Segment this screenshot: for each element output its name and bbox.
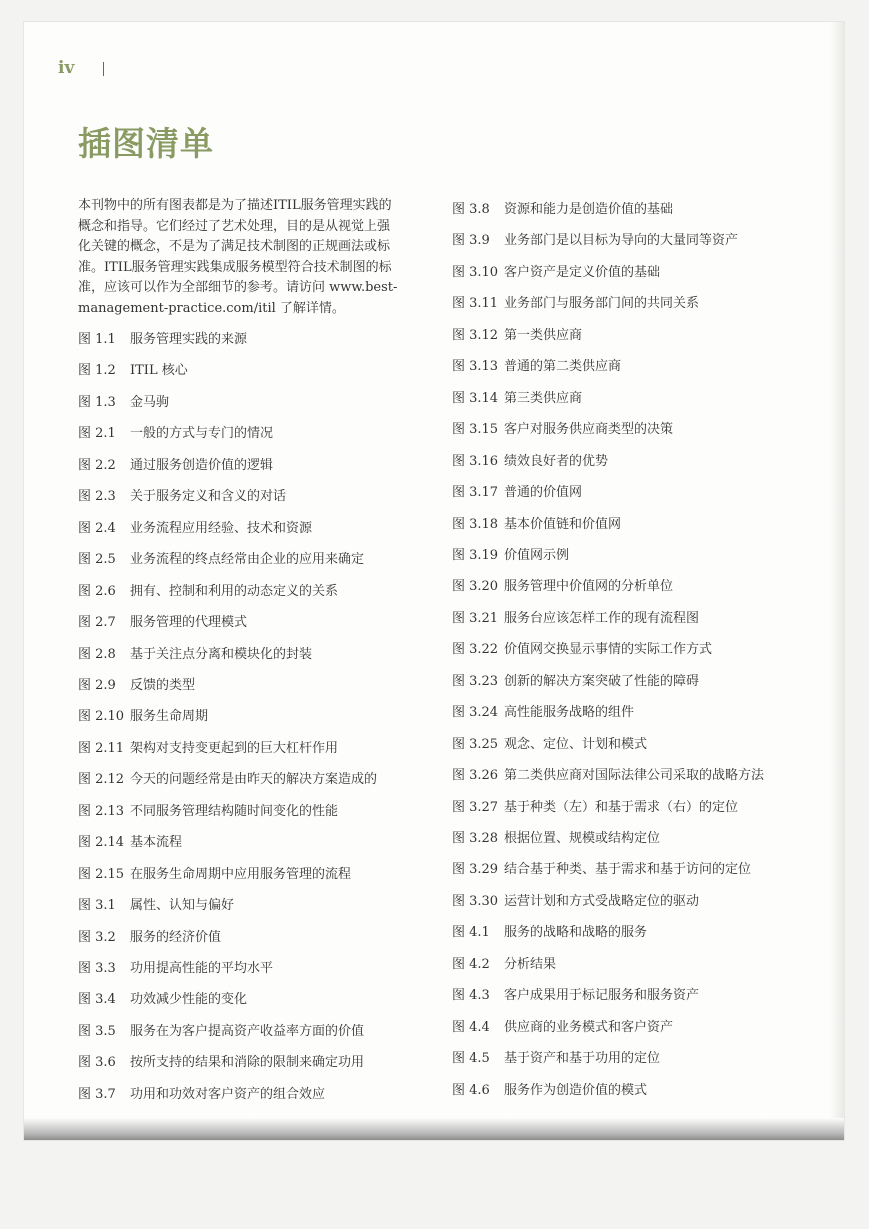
figure-title: 功用提高性能的平均水平 (130, 961, 274, 976)
figure-title: 服务作为创造价值的模式 (504, 1082, 648, 1098)
figure-number: 图 4.6 (452, 1082, 490, 1098)
figure-title: ITIL 核心 (130, 363, 188, 379)
figure-number: 图 3.22 (452, 642, 499, 658)
figure-title: 金马驹 (130, 394, 170, 410)
figure-number: 图 1.1 (78, 332, 116, 347)
figure-title: 绩效良好者的优势 (504, 453, 609, 469)
figure-title: 普通的第二类供应商 (504, 359, 622, 375)
figure-list-entry (452, 984, 699, 1003)
figure-number: 图 4.4 (452, 1019, 490, 1035)
figure-title: 按所支持的结果和消除的限制来确定功用 (130, 1055, 365, 1071)
figure-title: 根据位置、规模或结构定位 (504, 831, 661, 846)
figure-list-entry (452, 607, 699, 626)
figure-title: 服务管理中价值网的分析单位 (504, 579, 674, 595)
figure-number: 图 3.3 (78, 961, 116, 976)
figure-list-entry (452, 796, 738, 815)
figure-title: 服务管理的代理模式 (130, 615, 248, 631)
figure-list-entry (78, 517, 312, 536)
figure-title: 一般的方式与专门的情况 (130, 426, 274, 442)
figure-list-entry (78, 894, 234, 913)
figure-number: 图 3.10 (452, 264, 499, 280)
figure-list-entry (78, 957, 273, 976)
figure-list-entry (78, 1083, 325, 1102)
figure-list-entry (452, 229, 738, 248)
figure-number: 图 3.11 (452, 296, 499, 312)
figure-list-entry (452, 858, 751, 877)
figure-number: 图 1.2 (78, 363, 116, 379)
figure-title: 业务部门是以目标为导向的大量同等资产 (504, 233, 739, 249)
figure-list-entry (452, 827, 660, 846)
figure-list-entry (452, 1079, 647, 1098)
figure-number: 图 3.6 (78, 1055, 116, 1071)
figure-number: 图 3.9 (452, 233, 490, 249)
figure-title: 功用和功效对客户资产的组合效应 (130, 1086, 326, 1102)
figure-number: 图 3.18 (452, 516, 499, 532)
figure-number: 图 3.26 (452, 768, 499, 784)
intro-line: 准。ITIL服务管理实践集成服务模型符合技术制图的标 (78, 259, 392, 275)
figure-list-entry (78, 737, 338, 756)
intro-line: 本刊物中的所有图表都是为了描述ITIL服务管理实践的 (78, 198, 392, 213)
figure-list-entry (452, 890, 699, 909)
figure-number: 图 3.25 (452, 736, 499, 752)
figure-number: 图 2.4 (78, 520, 116, 536)
figure-title: 服务管理实践的来源 (130, 332, 248, 347)
figure-number: 图 3.24 (452, 705, 499, 721)
figure-number: 图 2.14 (78, 835, 125, 851)
figure-list-entry (452, 638, 712, 657)
figure-list-entry (78, 988, 247, 1007)
figure-list-entry (452, 1047, 660, 1066)
figure-list-entry (452, 324, 582, 343)
page-bottom-shadow (24, 1118, 844, 1140)
figure-title: 客户成果用于标记服务和服务资产 (504, 988, 700, 1004)
figure-title: 创新的解决方案突破了性能的障碍 (504, 673, 700, 689)
page-title: 插图清单 (78, 124, 214, 163)
figure-list-entry (78, 1020, 364, 1039)
figure-number: 图 2.13 (78, 803, 125, 819)
figure-list-entry (452, 481, 582, 500)
figure-list-entry (78, 643, 312, 662)
figure-number: 图 3.27 (452, 799, 499, 815)
figure-title: 功效减少性能的变化 (130, 992, 248, 1008)
page-number: iv (58, 58, 75, 78)
figure-number: 图 2.12 (78, 772, 125, 788)
figure-number: 图 3.20 (452, 579, 499, 595)
figure-title: 第二类供应商对国际法律公司采取的战略方法 (504, 768, 765, 784)
figure-title: 服务的战略和战略的服务 (504, 925, 648, 941)
figure-list-entry (78, 611, 247, 630)
figure-title: 资源和能力是创造价值的基础 (504, 202, 674, 217)
intro-line: 概念和指导。它们经过了艺术处理，目的是从视觉上强 (78, 218, 391, 234)
figure-list-entry (78, 674, 195, 693)
figure-title: 基本价值链和价值网 (504, 516, 622, 532)
figure-number: 图 4.3 (452, 988, 490, 1004)
figure-title: 第三类供应商 (504, 390, 583, 406)
figure-title: 反馈的类型 (130, 677, 196, 693)
figure-title: 关于服务定义和含义的对话 (130, 489, 287, 505)
figure-number: 图 4.2 (452, 956, 490, 972)
figure-list-entry (452, 355, 621, 374)
figure-list-entry (452, 198, 673, 217)
figure-number: 图 3.12 (452, 327, 499, 343)
figure-list-entry (78, 359, 188, 378)
figure-number: 图 3.28 (452, 831, 499, 846)
figure-number: 图 3.30 (452, 893, 499, 909)
page-edge-shadow (830, 22, 844, 1140)
figure-list-entry (78, 1051, 364, 1070)
figure-list-entry (78, 328, 247, 347)
figure-title: 分析结果 (504, 956, 557, 972)
figure-number: 图 3.2 (78, 929, 116, 945)
figure-title: 业务部门与服务部门间的共同关系 (504, 296, 700, 312)
intro-line: 化关键的概念，不是为了满足技术制图的正规画法或标 (78, 239, 391, 254)
figure-number: 图 3.8 (452, 202, 490, 217)
figure-title: 观念、定位、计划和模式 (504, 736, 648, 752)
figure-list-entry (452, 292, 699, 311)
figure-title: 通过服务创造价值的逻辑 (130, 457, 274, 473)
intro-line: management-practice.com/itil 了解详情。 (78, 300, 345, 316)
figure-list-entry (452, 1016, 673, 1035)
figure-title: 今天的问题经常是由昨天的解决方案造成的 (130, 772, 378, 788)
figure-number: 图 3.1 (78, 898, 116, 914)
figure-number: 图 2.9 (78, 677, 116, 693)
figure-title: 服务的经济价值 (130, 929, 222, 945)
figure-title: 属性、认知与偏好 (130, 898, 235, 914)
figure-number: 图 3.4 (78, 992, 116, 1008)
figure-title: 结合基于种类、基于需求和基于访问的定位 (504, 862, 752, 878)
figure-list-entry (452, 450, 608, 469)
figure-list-entry (78, 422, 273, 441)
header-divider (103, 62, 104, 76)
figure-number: 图 2.6 (78, 583, 116, 599)
figure-list-entry (78, 800, 338, 819)
figure-title: 运营计划和方式受战略定位的驱动 (504, 893, 700, 909)
figure-title: 拥有、控制和利用的动态定义的关系 (130, 583, 339, 599)
figure-number: 图 2.10 (78, 709, 125, 725)
figure-title: 基于关注点分离和模块化的封装 (130, 646, 313, 662)
figure-list-entry (452, 670, 699, 689)
figure-title: 基于资产和基于功用的定位 (504, 1051, 661, 1067)
figure-title: 基本流程 (130, 835, 183, 851)
figure-title: 第一类供应商 (504, 327, 583, 343)
figure-title: 供应商的业务模式和客户资产 (504, 1019, 674, 1035)
figure-title: 在服务生命周期中应用服务管理的流程 (130, 866, 352, 882)
figure-list-entry (78, 580, 338, 599)
figure-title: 价值网交换显示事情的实际工作方式 (504, 642, 713, 658)
figure-list-entry (452, 733, 647, 752)
figure-list-entry (452, 953, 556, 972)
figure-list-entry (78, 391, 169, 410)
figure-title: 服务在为客户提高资产收益率方面的价值 (130, 1023, 365, 1039)
figure-list-entry (452, 418, 673, 437)
figure-number: 图 3.14 (452, 390, 499, 406)
figure-title: 客户资产是定义价值的基础 (504, 264, 661, 280)
figure-list-entry (78, 454, 273, 473)
figure-list-entry (452, 921, 647, 940)
figure-list-entry (452, 764, 764, 783)
figure-number: 图 3.7 (78, 1086, 116, 1102)
figure-list-entry (452, 701, 634, 720)
figure-number: 图 2.8 (78, 646, 116, 662)
figure-number: 图 2.7 (78, 615, 116, 631)
figure-list-entry (452, 544, 569, 563)
figure-number: 图 3.5 (78, 1023, 116, 1039)
figure-title: 服务台应该怎样工作的现有流程图 (504, 610, 700, 626)
figure-number: 图 2.2 (78, 457, 116, 473)
figure-number: 图 3.17 (452, 485, 499, 501)
figure-title: 架构对支持变更起到的巨大杠杆作用 (130, 740, 339, 756)
figure-number: 图 3.21 (452, 610, 499, 626)
figure-number: 图 1.3 (78, 394, 116, 410)
figure-list-entry (452, 261, 660, 280)
figure-list-entry (78, 485, 286, 504)
figure-number: 图 3.15 (452, 422, 499, 438)
figure-number: 图 2.3 (78, 489, 116, 505)
figure-title: 业务流程应用经验、技术和资源 (130, 520, 313, 536)
figure-title: 普通的价值网 (504, 485, 583, 501)
figure-title: 价值网示例 (504, 547, 570, 563)
figure-list-entry (78, 705, 208, 724)
figure-title: 业务流程的终点经常由企业的应用来确定 (130, 552, 365, 568)
figure-number: 图 2.15 (78, 866, 125, 882)
figure-number: 图 3.16 (452, 453, 499, 469)
intro-line: 准，应该可以作为全部细节的参考。请访问 www.best- (78, 280, 398, 295)
figure-number: 图 2.1 (78, 426, 116, 442)
figure-list-entry (452, 387, 582, 406)
figure-number: 图 3.29 (452, 862, 499, 878)
figure-title: 不同服务管理结构随时间变化的性能 (130, 803, 339, 819)
figure-title: 高性能服务战略的组件 (504, 705, 635, 721)
figure-title: 客户对服务供应商类型的决策 (504, 422, 674, 438)
figure-title: 服务生命周期 (130, 709, 209, 725)
figure-list-entry (78, 768, 377, 787)
figure-number: 图 3.13 (452, 359, 499, 375)
figure-title: 基于种类（左）和基于需求（右）的定位 (504, 799, 739, 815)
figure-list-entry (78, 863, 351, 882)
figure-list-entry (452, 575, 673, 594)
figure-list-entry (452, 513, 621, 532)
figure-number: 图 2.5 (78, 552, 116, 568)
figure-list-entry (78, 831, 182, 850)
figure-number: 图 2.11 (78, 740, 125, 756)
figure-number: 图 3.19 (452, 547, 499, 563)
figure-list-entry (78, 548, 364, 567)
figure-number: 图 4.5 (452, 1051, 490, 1067)
figure-number: 图 4.1 (452, 925, 490, 941)
figure-number: 图 3.23 (452, 673, 499, 689)
figure-list-entry (78, 926, 221, 945)
intro-paragraph (78, 196, 430, 319)
